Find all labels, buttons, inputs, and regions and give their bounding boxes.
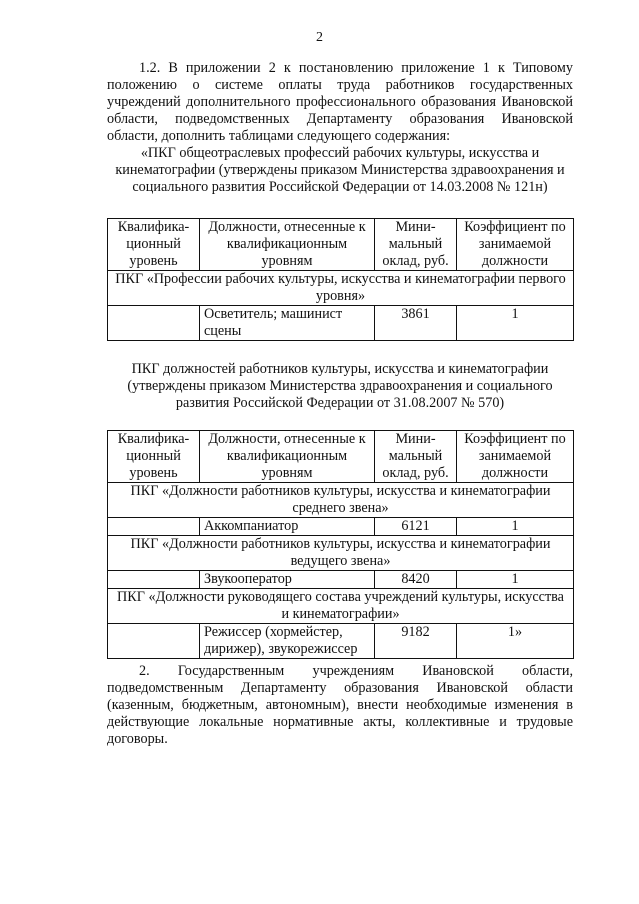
header-salary: Мини-мальный оклад, руб. bbox=[375, 431, 457, 483]
cell-level bbox=[108, 624, 200, 659]
table-header-row bbox=[108, 431, 574, 483]
cell-salary: 3861 bbox=[375, 306, 457, 341]
group-title-row bbox=[108, 271, 574, 306]
heading-pkg-workers: «ПКГ общеотраслевых профессий рабочих культуры, искусства и кинематографии (утверждены приказом Министерства здравоохранения и социального развития Российской Федерации от 14.03.2008 № 121н) bbox=[115, 145, 565, 195]
table-row bbox=[108, 306, 574, 341]
cell-salary: 6121 bbox=[375, 518, 457, 536]
table-row bbox=[108, 518, 574, 536]
table-row bbox=[108, 571, 574, 589]
header-salary: Мини-мальный оклад, руб. bbox=[375, 219, 457, 271]
heading-pkg-culture: ПКГ должностей работников культуры, искусства и кинематографии (утверждены приказом Министерства здравоохранения и социального развития Российской Федерации от 31.08.2007 № 570) bbox=[127, 361, 553, 411]
cell-coefficient: 1 bbox=[457, 518, 574, 536]
document-body bbox=[107, 60, 573, 748]
paragraph-1-2: 1.2. В приложении 2 к постановлению приложение 1 к Типовому положению о системе оплаты труда работников государственных учреждений дополнительного профессионального образования Ивановской области, подведомственных Департаменту образования Ивановской области, дополнить таблицами следующего содержания: bbox=[107, 60, 573, 144]
cell-coefficient: 1 bbox=[457, 306, 574, 341]
cell-position: Звукооператор bbox=[200, 571, 375, 589]
group-title: ПКГ «Должности руководящего состава учреждений культуры, искусства и кинематографии» bbox=[108, 589, 574, 624]
group-title: ПКГ «Должности работников культуры, искусства и кинематографии ведущего звена» bbox=[108, 536, 574, 571]
header-level: Квалифика-ционный уровень bbox=[108, 431, 200, 483]
cell-position: Аккомпаниатор bbox=[200, 518, 375, 536]
paragraph-2: 2. Государственным учреждениям Ивановской области, подведомственным Департаменту образования Ивановской области (казенным, бюджетным, автономным), внести необходимые изменения в действующие локальные нормативные акты, коллективные и трудовые договоры. bbox=[107, 663, 573, 747]
group-title-row bbox=[108, 536, 574, 571]
cell-level bbox=[108, 571, 200, 589]
cell-level bbox=[108, 518, 200, 536]
header-level: Квалифика-ционный уровень bbox=[108, 219, 200, 271]
header-coefficient: Коэффициент по занимаемой должности bbox=[457, 431, 574, 483]
group-title-row bbox=[108, 589, 574, 624]
table-pkg-workers bbox=[107, 218, 574, 341]
cell-coefficient: 1 bbox=[457, 571, 574, 589]
group-title: ПКГ «Должности работников культуры, искусства и кинематографии среднего звена» bbox=[108, 483, 574, 518]
table-pkg-culture bbox=[107, 430, 574, 659]
cell-coefficient: 1» bbox=[457, 624, 574, 659]
cell-salary: 9182 bbox=[375, 624, 457, 659]
group-title-row bbox=[108, 483, 574, 518]
table-header-row bbox=[108, 219, 574, 271]
header-position: Должности, отнесенные к квалификационным уровням bbox=[200, 431, 375, 483]
table-row bbox=[108, 624, 574, 659]
cell-salary: 8420 bbox=[375, 571, 457, 589]
cell-position: Осветитель; машинист сцены bbox=[200, 306, 375, 341]
cell-level bbox=[108, 306, 200, 341]
cell-position: Режиссер (хормейстер, дирижер), звукорежиссер bbox=[200, 624, 375, 659]
header-coefficient: Коэффициент по занимаемой должности bbox=[457, 219, 574, 271]
header-position: Должности, отнесенные к квалификационным уровням bbox=[200, 219, 375, 271]
group-title: ПКГ «Профессии рабочих культуры, искусства и кинематографии первого уровня» bbox=[108, 271, 574, 306]
page-number: 2 bbox=[316, 30, 323, 45]
